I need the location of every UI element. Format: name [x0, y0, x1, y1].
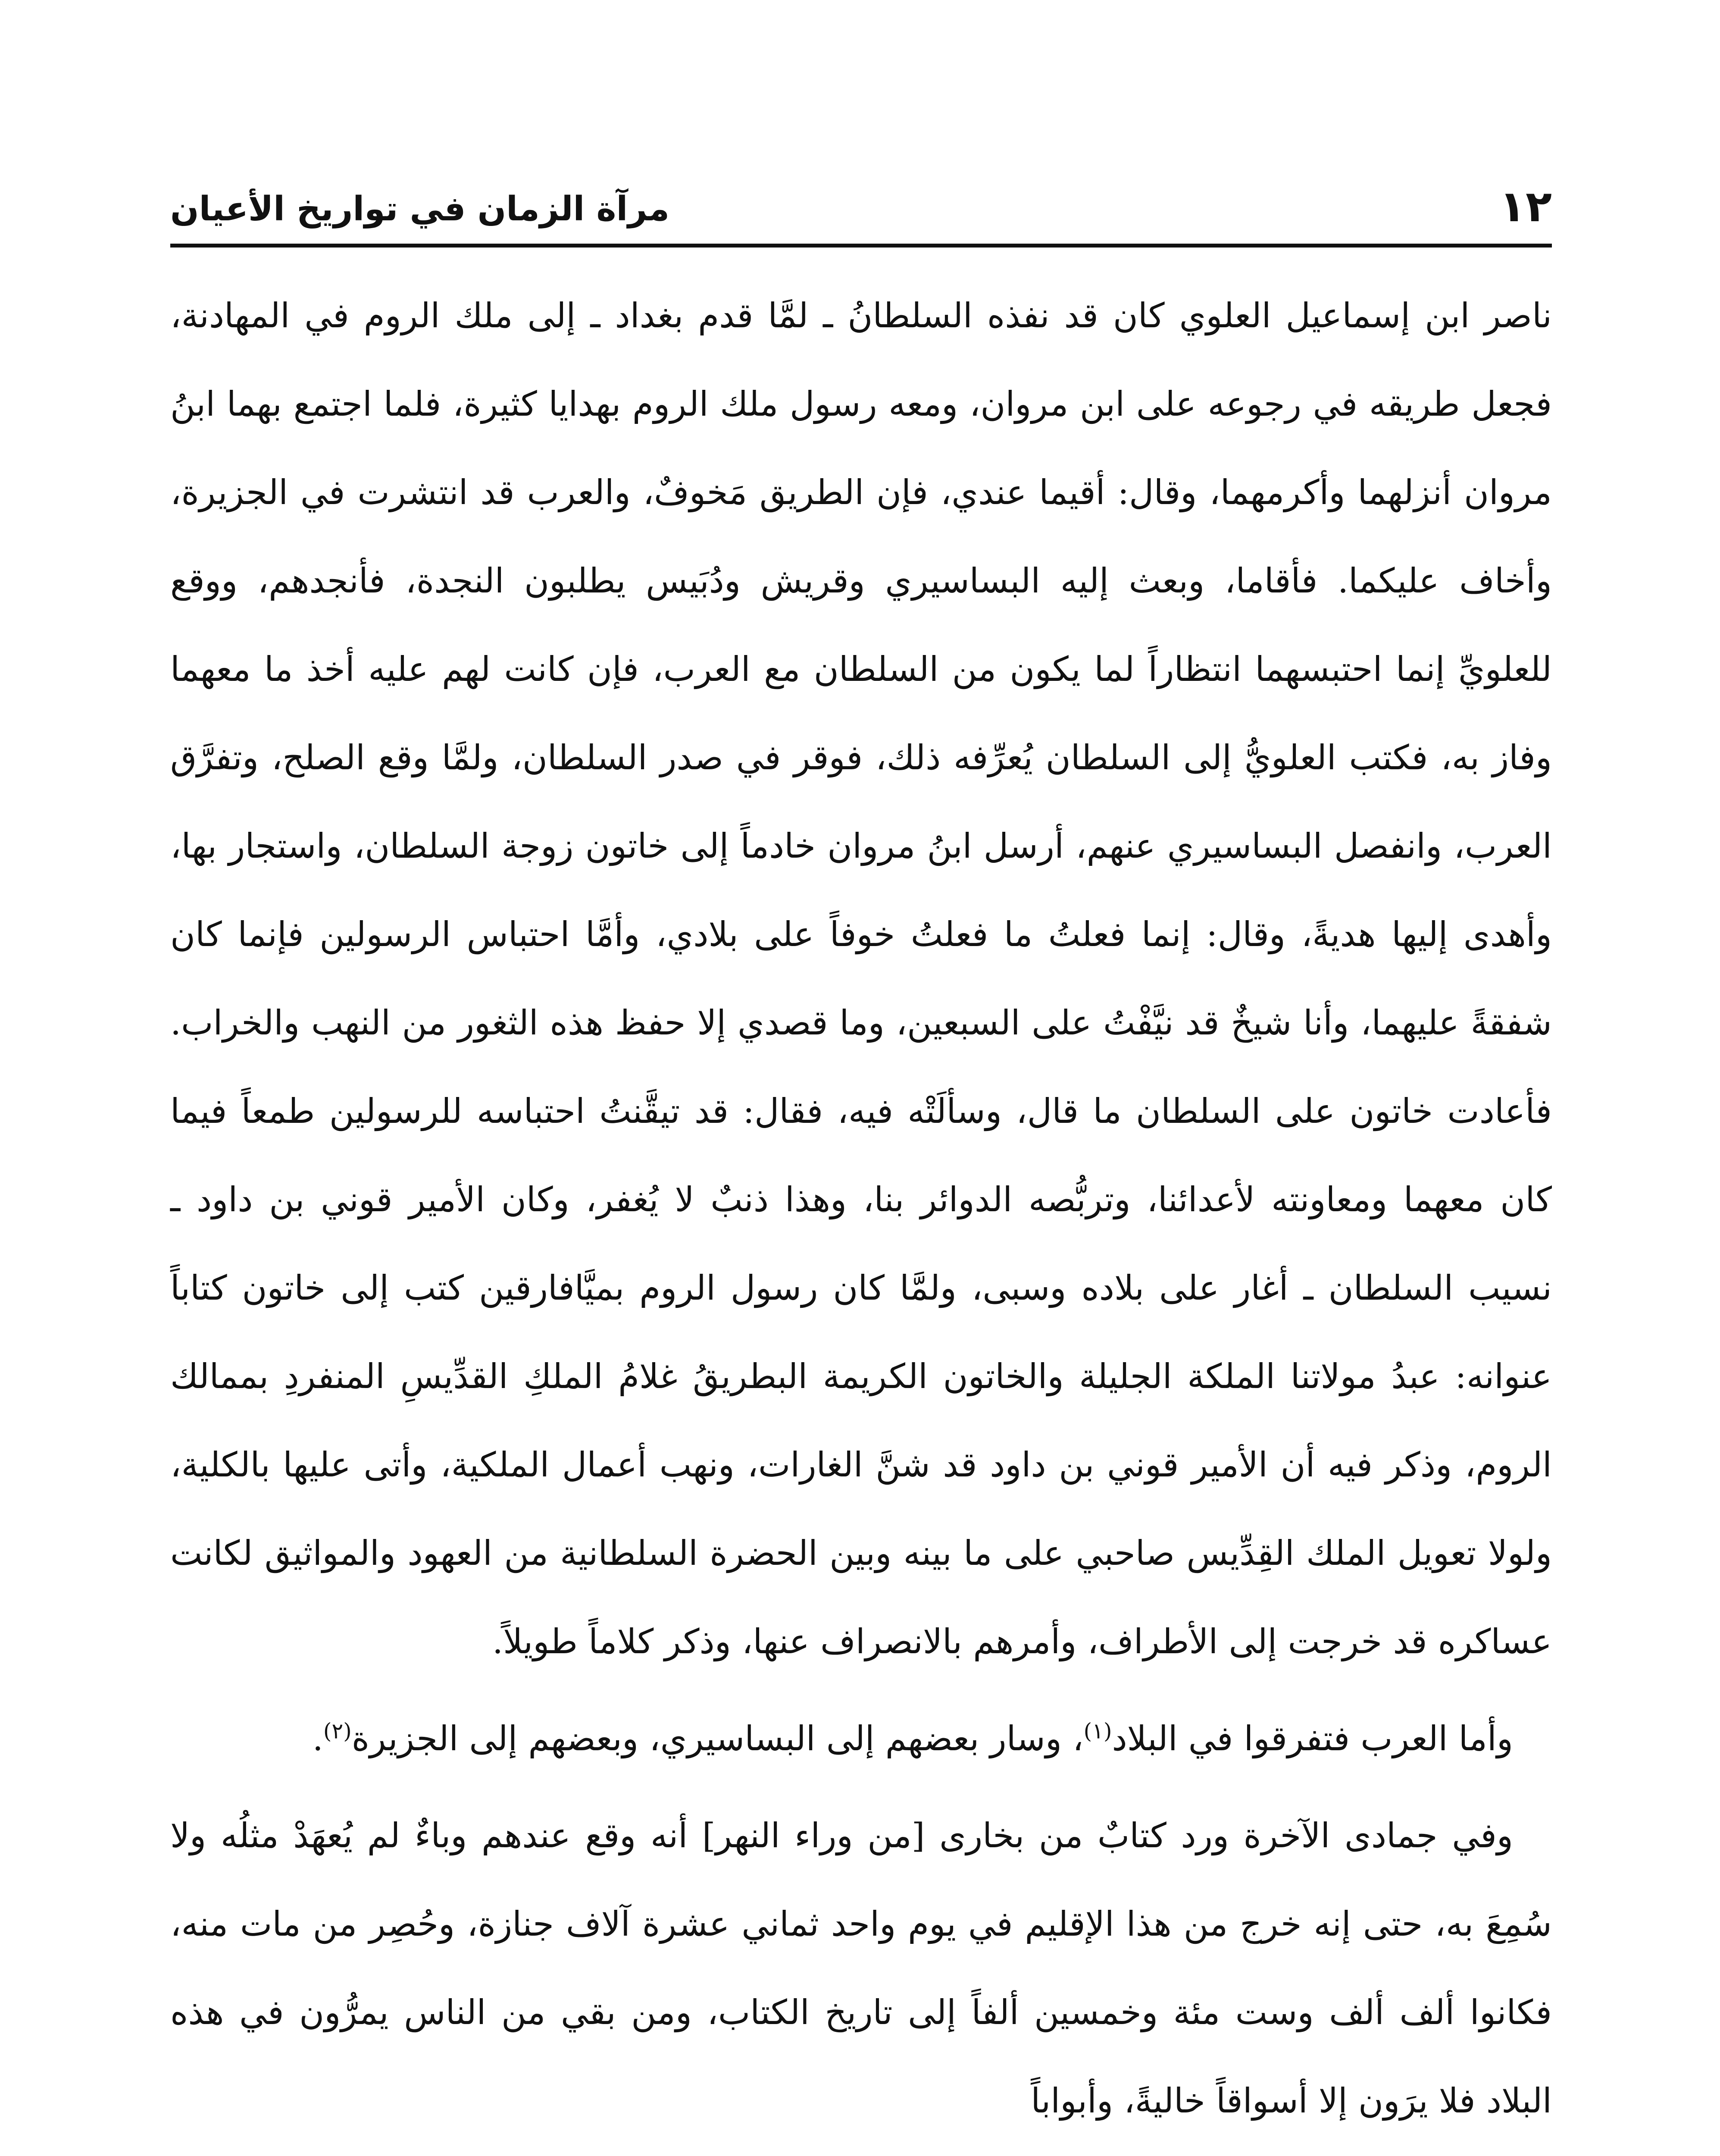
- paragraph-3: وفي جمادى الآخرة ورد كتابٌ من بخارى [من وراء النهر] أنه وقع عندهم وباءٌ لم يُعهَدْ مثلُه ولا سُمِعَ به، حتى إنه خرج من هذا الإقليم في يوم واحد ثماني عشرة آلاف جنازة، وحُصِر من مات منه، فكانوا ألف ألف وست مئة وخمسين ألفاً إلى تاريخ الكتاب، ومن بقي من الناس يمرُّون في هذه البلاد فلا يرَون إلا أسواقاً خاليةً، وأبواباً: [170, 1816, 1552, 2121]
- main-text: [170, 272, 1552, 2145]
- paragraph-1: ناصر ابن إسماعيل العلوي كان قد نفذه السلطانُ ـ لمَّا قدم بغداد ـ إلى ملك الروم في المهادنة، فجعل طريقه في رجوعه على ابن مروان، ومعه رسول ملك الروم بهدايا كثيرة، فلما اجتمع بهما ابنُ مروان أنزلهما وأكرمهما، وقال: أقيما عندي، فإن الطريق مَخوفٌ، والعرب قد انتشرت في الجزيرة، وأخاف عليكما. فأقاما، وبعث إليه البساسيري وقريش ودُبَيس يطلبون النجدة، فأنجدهم، ووقع للعلويِّ إنما احتبسهما انتظاراً لما يكون من السلطان مع العرب، فإن كانت لهم عليه أخذ ما معهما وفاز به، فكتب العلويُّ إلى السلطان يُعرِّفه ذلك، فوقر في صدر السلطان، ولمَّا وقع الصلح، وتفرَّق العرب، وانفصل البساسيري عنهم، أرسل ابنُ مروان خادماً إلى خاتون زوجة السلطان، واستجار بها، وأهدى إليها هديةً، وقال: إنما فعلتُ ما فعلتُ خوفاً على بلادي، وأمَّا احتباس الرسولين فإنما كان شفقةً عليهما، وأنا شيخٌ قد نيَّفْتُ على السبعين، وما قصدي إلا حفظ هذه الثغور من النهب والخراب. فأعادت خاتون على السلطان ما قال، وسألَتْه فيه، فقال: قد تيقَّنتُ احتباسه للرسولين طمعاً فيما كان معهما ومعاونته لأعدائنا، وتربُّصه الدوائر بنا، وهذا ذنبٌ لا يُغفر، وكان الأمير قوني بن داود ـ نسيب السلطان ـ أغار على بلاده وسبى، ولمَّا كان رسول الروم بميَّافارقين كتب إلى خاتون كتاباً عنوانه: عبدُ مولاتنا الملكة الجليلة والخاتون الكريمة البطريقُ غلامُ الملكِ القدِّيسِ المنفردِ بممالك الروم، وذكر فيه أن الأمير قوني بن داود قد شنَّ الغارات، ونهب أعمال الملكية، وأتى عليها بالكلية، ولولا تعويل الملك القِدِّيس صاحبي على ما بينه وبين الحضرة السلطانية من العهود والمواثيق لكانت عساكره قد خرجت إلى الأطراف، وأمرهم بالانصراف عنها، وذكر كلاماً طويلاً.: [170, 296, 1552, 1661]
- running-title: مرآة الزمان في تواريخ الأعيان: [170, 190, 670, 229]
- paragraph-2: [170, 1695, 1552, 1783]
- paragraph-2-part-2: ، وسار بعضهم إلى البساسيري، وبعضهم إلى الجزيرة: [351, 1719, 1084, 1758]
- footnote-ref-1: (١): [1083, 1718, 1112, 1744]
- header-divider: [170, 244, 1552, 248]
- page-header: [170, 175, 1552, 244]
- page-number: ١٢: [1499, 181, 1552, 232]
- paragraph-2-part-1: وأما العرب فتفرقوا في البلاد: [1112, 1719, 1513, 1758]
- paragraph-2-part-3: .: [312, 1719, 323, 1758]
- footnote-ref-2: (٢): [323, 1718, 352, 1744]
